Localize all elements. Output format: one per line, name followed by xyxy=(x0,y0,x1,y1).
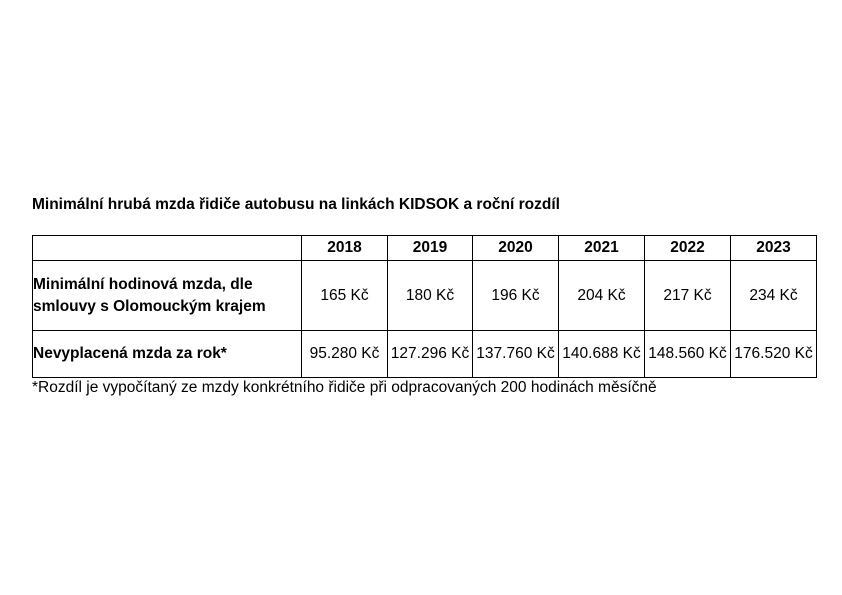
table-cell: 165 Kč xyxy=(302,261,388,331)
year-header: 2023 xyxy=(731,236,817,261)
year-header: 2020 xyxy=(473,236,559,261)
year-header: 2022 xyxy=(645,236,731,261)
table-cell: 140.688 Kč xyxy=(559,331,645,378)
document-title: Minimální hrubá mzda řidiče autobusu na linkách KIDSOK a roční rozdíl xyxy=(32,196,560,213)
table-cell: 148.560 Kč xyxy=(645,331,731,378)
table-cell: 180 Kč xyxy=(388,261,473,331)
year-header: 2018 xyxy=(302,236,388,261)
table-cell: 234 Kč xyxy=(731,261,817,331)
row-label: Minimální hodinová mzda, dle smlouvy s Olomouckým krajem xyxy=(33,261,302,331)
header-corner-cell xyxy=(33,236,302,261)
table-cell: 95.280 Kč xyxy=(302,331,388,378)
table-header-row xyxy=(33,236,817,261)
footnote: *Rozdíl je vypočítaný ze mzdy konkrétního řidiče při odpracovaných 200 hodinách měsíčně xyxy=(32,379,657,396)
table-row-unpaid-wage xyxy=(33,331,817,378)
year-header: 2019 xyxy=(388,236,473,261)
table-cell: 137.760 Kč xyxy=(473,331,559,378)
table-cell: 127.296 Kč xyxy=(388,331,473,378)
table-row-hourly-wage xyxy=(33,261,817,331)
wage-table xyxy=(32,235,817,378)
table-cell: 196 Kč xyxy=(473,261,559,331)
table-cell: 217 Kč xyxy=(645,261,731,331)
year-header: 2021 xyxy=(559,236,645,261)
table-cell: 204 Kč xyxy=(559,261,645,331)
row-label: Nevyplacená mzda za rok* xyxy=(33,331,302,378)
table-cell: 176.520 Kč xyxy=(731,331,817,378)
